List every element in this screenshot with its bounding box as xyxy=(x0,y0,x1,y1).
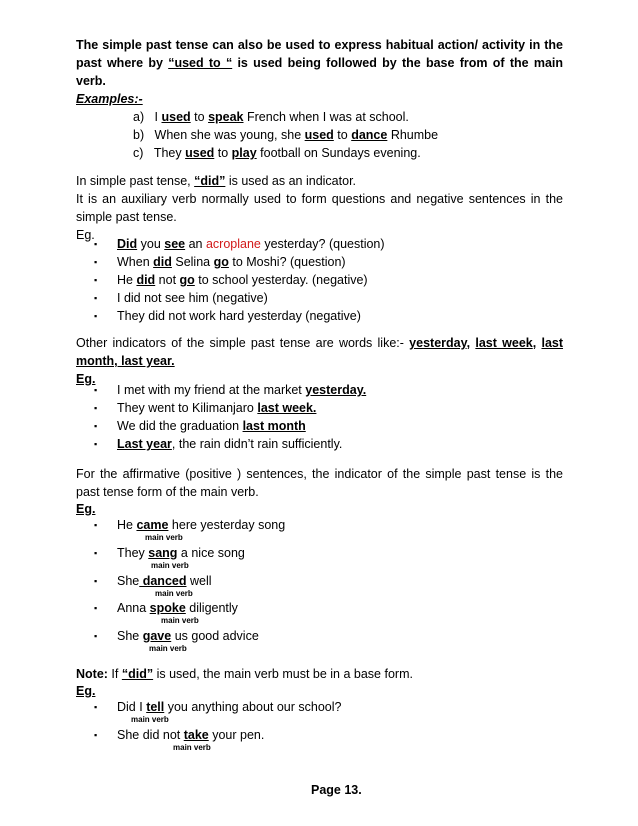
list-item: They did not work hard yesterday (negative) xyxy=(117,309,361,323)
intro-line-2: past where by “used to “ is used being followed by the base from of the main xyxy=(76,56,564,70)
list-item: Did you see an acroplane yesterday? (question) xyxy=(117,237,385,251)
list-item: He came here yesterday song xyxy=(117,518,286,532)
intro-line-3: verb. xyxy=(76,74,106,88)
main-verb-note: main verb xyxy=(151,561,189,570)
page-number: Page 13. xyxy=(311,783,362,797)
auxiliary-line-2: simple past tense. xyxy=(76,210,177,224)
bullet: ▪ xyxy=(94,385,98,395)
list-item: She danced well xyxy=(117,574,212,588)
main-verb-note: main verb xyxy=(173,743,211,752)
bullet: ▪ xyxy=(94,631,98,641)
example-b: b) When she was young, she used to dance Rhumbe xyxy=(133,128,439,142)
list-item: She did not take your pen. xyxy=(117,728,265,742)
main-verb-note: main verb xyxy=(161,616,199,625)
auxiliary-line-1: It is an auxiliary verb normally used to form questions and negative sentences in the xyxy=(76,192,563,206)
bullet: ▪ xyxy=(94,403,98,413)
eg-label-2: Eg. xyxy=(76,372,96,386)
example-c: c) They used to play football on Sundays evening. xyxy=(133,146,421,160)
list-item: Anna spoke diligently xyxy=(117,601,238,615)
affirmative-line-1: For the affirmative (positive ) sentences, the indicator of the simple past tense is the xyxy=(76,467,563,481)
indicators-line-1: Other indicators of the simple past tense are words like:- yesterday, last week, last xyxy=(76,336,564,350)
list-item: She gave us good advice xyxy=(117,629,259,643)
indicators-line-2: month, last year. xyxy=(76,354,175,368)
list-item: I did not see him (negative) xyxy=(117,291,268,305)
list-item: Last year, the rain didn’t rain sufficiently. xyxy=(117,437,343,451)
bullet: ▪ xyxy=(94,421,98,431)
main-verb-note: main verb xyxy=(155,589,193,598)
affirmative-line-2: past tense form of the main verb. xyxy=(76,485,259,499)
bullet: ▪ xyxy=(94,275,98,285)
example-a: a) I used to speak French when I was at school. xyxy=(133,110,409,124)
list-item: When did Selina go to Moshi? (question) xyxy=(117,255,346,269)
main-verb-note: main verb xyxy=(149,644,187,653)
did-indicator-line: In simple past tense, “did” is used as an indicator. xyxy=(76,174,357,188)
bullet: ▪ xyxy=(94,730,98,740)
bullet: ▪ xyxy=(94,702,98,712)
bullet: ▪ xyxy=(94,520,98,530)
bullet: ▪ xyxy=(94,439,98,449)
eg-label-1: Eg. xyxy=(76,228,95,242)
bullet: ▪ xyxy=(94,548,98,558)
bullet: ▪ xyxy=(94,576,98,586)
bullet: ▪ xyxy=(94,293,98,303)
list-item: They sang a nice song xyxy=(117,546,245,560)
bullet: ▪ xyxy=(94,603,98,613)
bullet: ▪ xyxy=(94,239,98,249)
note-line: Note: If “did” is used, the main verb must be in a base form. xyxy=(76,667,413,681)
main-verb-note: main verb xyxy=(131,715,169,724)
intro-line-1: The simple past tense can also be used to express habitual action/ activity in the xyxy=(76,38,563,52)
list-item: We did the graduation last month xyxy=(117,419,306,433)
examples-heading: Examples:- xyxy=(76,92,143,106)
list-item: They went to Kilimanjaro last week. xyxy=(117,401,317,415)
bullet: ▪ xyxy=(94,257,98,267)
list-item: Did I tell you anything about our school? xyxy=(117,700,342,714)
bullet: ▪ xyxy=(94,311,98,321)
list-item: I met with my friend at the market yesterday. xyxy=(117,383,367,397)
list-item: He did not go to school yesterday. (negative) xyxy=(117,273,368,287)
eg-label-4: Eg. xyxy=(76,684,96,698)
main-verb-note: main verb xyxy=(145,533,183,542)
eg-label-3: Eg. xyxy=(76,502,96,516)
